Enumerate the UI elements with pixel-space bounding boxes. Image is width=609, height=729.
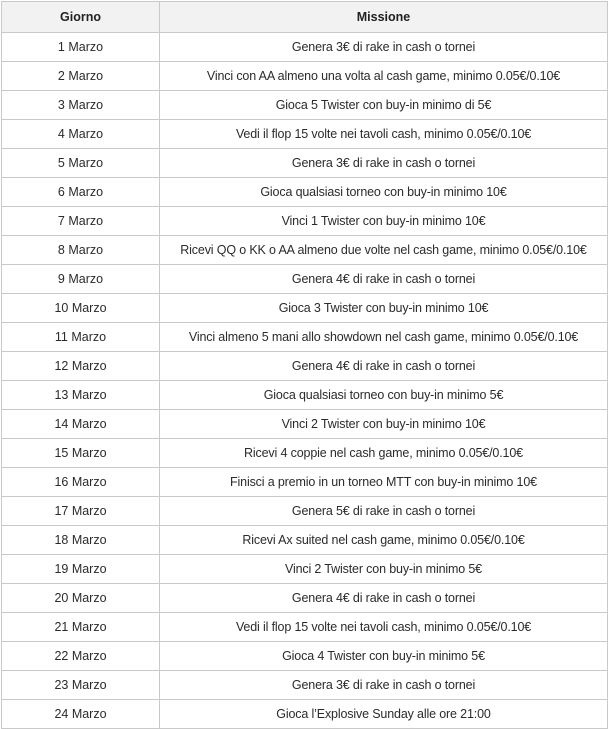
mission-cell: Genera 4€ di rake in cash o tornei — [160, 584, 608, 613]
mission-cell: Vedi il flop 15 volte nei tavoli cash, minimo 0.05€/0.10€ — [160, 613, 608, 642]
mission-cell: Genera 3€ di rake in cash o tornei — [160, 149, 608, 178]
table-row — [2, 120, 608, 149]
day-cell: 22 Marzo — [2, 642, 160, 671]
mission-cell: Finisci a premio in un torneo MTT con buy-in minimo 10€ — [160, 468, 608, 497]
mission-cell: Vinci almeno 5 mani allo showdown nel cash game, minimo 0.05€/0.10€ — [160, 323, 608, 352]
mission-cell: Gioca qualsiasi torneo con buy-in minimo 10€ — [160, 178, 608, 207]
table-row — [2, 613, 608, 642]
table-row — [2, 526, 608, 555]
day-cell: 24 Marzo — [2, 700, 160, 729]
table-row — [2, 62, 608, 91]
table-row — [2, 381, 608, 410]
mission-cell: Gioca 5 Twister con buy-in minimo di 5€ — [160, 91, 608, 120]
mission-cell: Ricevi QQ o KK o AA almeno due volte nel cash game, minimo 0.05€/0.10€ — [160, 236, 608, 265]
table-row — [2, 352, 608, 381]
mission-cell: Vinci 2 Twister con buy-in minimo 10€ — [160, 410, 608, 439]
mission-cell: Gioca 3 Twister con buy-in minimo 10€ — [160, 294, 608, 323]
day-cell: 2 Marzo — [2, 62, 160, 91]
day-cell: 21 Marzo — [2, 613, 160, 642]
table-row — [2, 410, 608, 439]
table-header — [2, 2, 608, 33]
mission-cell: Gioca qualsiasi torneo con buy-in minimo 5€ — [160, 381, 608, 410]
table-row — [2, 294, 608, 323]
table-row — [2, 671, 608, 700]
mission-cell: Vinci 1 Twister con buy-in minimo 10€ — [160, 207, 608, 236]
header-day: Giorno — [2, 2, 160, 33]
day-cell: 5 Marzo — [2, 149, 160, 178]
day-cell: 12 Marzo — [2, 352, 160, 381]
day-cell: 1 Marzo — [2, 33, 160, 62]
mission-cell: Vinci con AA almeno una volta al cash game, minimo 0.05€/0.10€ — [160, 62, 608, 91]
table-row — [2, 265, 608, 294]
mission-cell: Genera 3€ di rake in cash o tornei — [160, 671, 608, 700]
mission-cell: Ricevi Ax suited nel cash game, minimo 0.05€/0.10€ — [160, 526, 608, 555]
mission-cell: Genera 3€ di rake in cash o tornei — [160, 33, 608, 62]
table-row — [2, 91, 608, 120]
table-row — [2, 700, 608, 729]
header-mission: Missione — [160, 2, 608, 33]
header-row — [2, 2, 608, 33]
day-cell: 17 Marzo — [2, 497, 160, 526]
day-cell: 9 Marzo — [2, 265, 160, 294]
day-cell: 11 Marzo — [2, 323, 160, 352]
day-cell: 10 Marzo — [2, 294, 160, 323]
table-row — [2, 323, 608, 352]
day-cell: 3 Marzo — [2, 91, 160, 120]
table-row — [2, 497, 608, 526]
day-cell: 4 Marzo — [2, 120, 160, 149]
day-cell: 18 Marzo — [2, 526, 160, 555]
table-row — [2, 207, 608, 236]
table-row — [2, 584, 608, 613]
table-row — [2, 642, 608, 671]
day-cell: 13 Marzo — [2, 381, 160, 410]
table-row — [2, 555, 608, 584]
day-cell: 23 Marzo — [2, 671, 160, 700]
table-row — [2, 236, 608, 265]
table-row — [2, 178, 608, 207]
mission-cell: Genera 4€ di rake in cash o tornei — [160, 352, 608, 381]
mission-cell: Vedi il flop 15 volte nei tavoli cash, minimo 0.05€/0.10€ — [160, 120, 608, 149]
mission-cell: Vinci 2 Twister con buy-in minimo 5€ — [160, 555, 608, 584]
mission-cell: Ricevi 4 coppie nel cash game, minimo 0.05€/0.10€ — [160, 439, 608, 468]
table-row — [2, 33, 608, 62]
table-body — [2, 33, 608, 729]
day-cell: 20 Marzo — [2, 584, 160, 613]
day-cell: 7 Marzo — [2, 207, 160, 236]
table-row — [2, 439, 608, 468]
mission-cell: Genera 4€ di rake in cash o tornei — [160, 265, 608, 294]
day-cell: 6 Marzo — [2, 178, 160, 207]
day-cell: 8 Marzo — [2, 236, 160, 265]
day-cell: 19 Marzo — [2, 555, 160, 584]
day-cell: 16 Marzo — [2, 468, 160, 497]
mission-cell: Gioca l’Explosive Sunday alle ore 21:00 — [160, 700, 608, 729]
mission-cell: Gioca 4 Twister con buy-in minimo 5€ — [160, 642, 608, 671]
table-row — [2, 468, 608, 497]
day-cell: 15 Marzo — [2, 439, 160, 468]
mission-cell: Genera 5€ di rake in cash o tornei — [160, 497, 608, 526]
missions-table — [1, 1, 608, 729]
table-row — [2, 149, 608, 178]
day-cell: 14 Marzo — [2, 410, 160, 439]
